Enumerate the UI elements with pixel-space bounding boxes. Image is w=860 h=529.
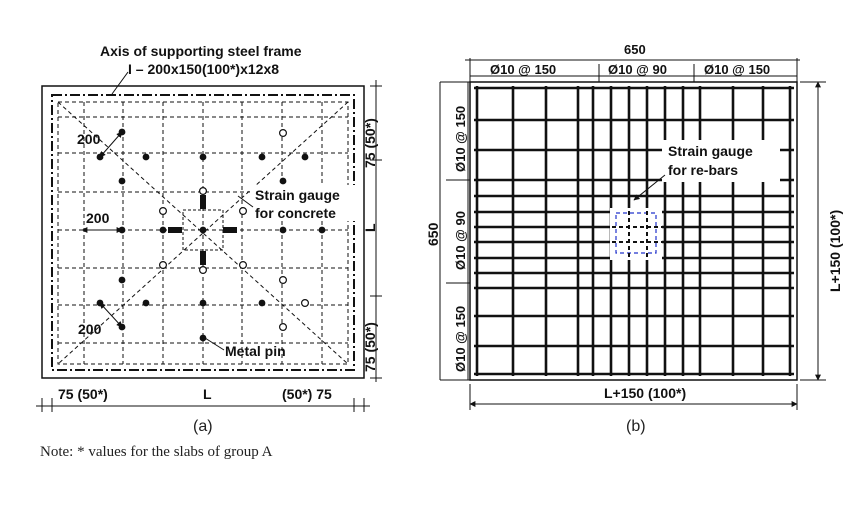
left-seg-top: Ø10 @ 150 [453, 105, 468, 172]
metal-pin [119, 178, 126, 185]
frame-label-line2: I – 200x150(100*)x12x8 [128, 61, 280, 77]
dim-200-mid-label: 200 [86, 210, 110, 226]
dim-200-top-label: 200 [77, 131, 101, 147]
bottom-dim-right: (50*) 75 [282, 386, 332, 402]
caption-a: (a) [193, 418, 213, 435]
metal-pin [143, 300, 150, 307]
right-dim-mid: L [362, 223, 378, 232]
concrete-gauge-top [200, 195, 206, 209]
frame-label-line1: Axis of supporting steel frame [100, 43, 302, 59]
right-dim-bot: 75 (50*) [362, 322, 378, 372]
metal-pin-open [240, 208, 247, 215]
strain-rebar-line2: for re-bars [668, 162, 739, 178]
footnote: Note: * values for the slabs of group A [40, 444, 273, 460]
metal-pin [302, 154, 309, 161]
metal-pin-leader [205, 338, 224, 350]
frame-label-leader [112, 72, 128, 94]
left-seg-mid: Ø10 @ 90 [453, 211, 468, 270]
panel-a-slab-plan [36, 43, 382, 435]
bottom-dim-left: 75 (50*) [58, 386, 108, 402]
metal-pin [200, 227, 207, 234]
metal-pin-open [200, 267, 207, 274]
metal-pin-label: Metal pin [225, 343, 286, 359]
metal-pin [280, 178, 287, 185]
concrete-gauge-right [223, 227, 237, 233]
metal-pin-open [160, 262, 167, 269]
metal-pin [280, 227, 287, 234]
metal-pin-open [200, 188, 207, 195]
metal-pin [259, 300, 266, 307]
metal-pin-open [240, 262, 247, 269]
left-total-label: 650 [425, 222, 441, 246]
caption-b: (b) [626, 418, 646, 435]
metal-pin [200, 154, 207, 161]
metal-pin-open [280, 277, 287, 284]
top-seg-left: Ø10 @ 150 [490, 62, 557, 77]
concrete-gauge-left [168, 227, 182, 233]
metal-pin [319, 227, 326, 234]
top-seg-right: Ø10 @ 150 [704, 62, 771, 77]
metal-pin-open [160, 208, 167, 215]
left-seg-bot: Ø10 @ 150 [453, 305, 468, 372]
concrete-gauge-bottom [200, 251, 206, 265]
metal-pin [160, 227, 167, 234]
metal-pin-open [280, 324, 287, 331]
dim-200-bot-label: 200 [78, 321, 102, 337]
strain-rebar-line1: Strain gauge [668, 143, 753, 159]
strain-concrete-line1: Strain gauge [255, 187, 340, 203]
metal-pin-open [280, 130, 287, 137]
strain-concrete-line2: for concrete [255, 205, 336, 221]
right-dim-top: 75 (50*) [362, 118, 378, 168]
right-total-label: L+150 (100*) [827, 209, 843, 292]
top-total-label: 650 [624, 42, 646, 57]
metal-pin [259, 154, 266, 161]
metal-pins [97, 129, 326, 342]
bottom-total-label: L+150 (100*) [604, 385, 687, 401]
metal-pin-open [302, 300, 309, 307]
bottom-dim-mid: L [203, 386, 212, 402]
metal-pin [200, 300, 207, 307]
panel-b-reinforcement [425, 42, 843, 435]
metal-pin [143, 154, 150, 161]
rebar-gauge-bg [610, 208, 662, 260]
top-seg-mid: Ø10 @ 90 [608, 62, 667, 77]
metal-pin [119, 277, 126, 284]
